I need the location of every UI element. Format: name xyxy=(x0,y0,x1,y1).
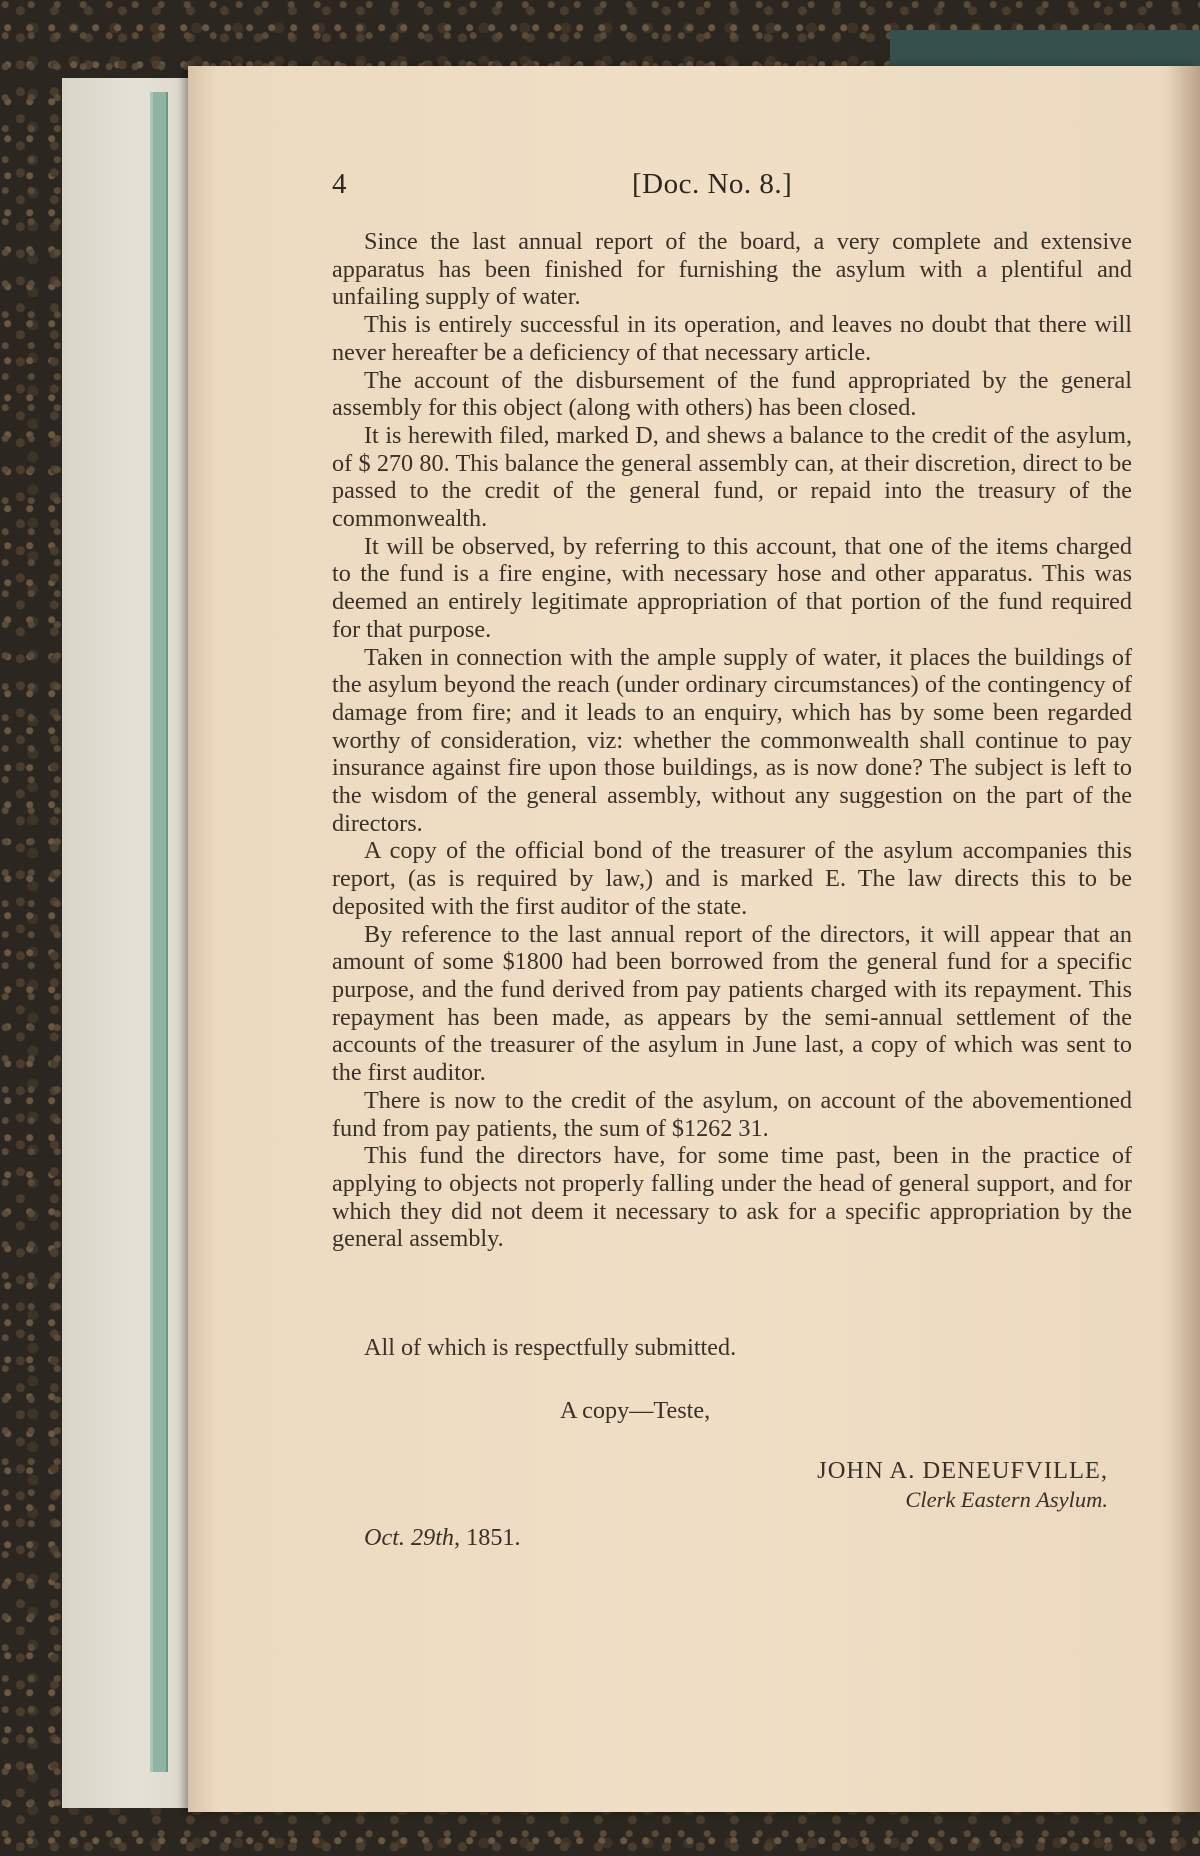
paragraph: There is now to the credit of the asylum, on account of the abovementioned fund from pay patients, the sum of $1262 31. xyxy=(332,1086,1132,1142)
signature-block xyxy=(700,1457,1108,1513)
signatory-name: JOHN A. DENEUFVILLE, xyxy=(817,1457,1108,1484)
paragraph: Since the last annual report of the board, a very complete and extensive apparatus has been finished for furnishing the asylum with a plentiful and unfailing supply of water. xyxy=(332,228,1132,311)
signatory-title: Clerk Eastern Asylum. xyxy=(905,1487,1108,1512)
closing-line: All of which is respectfully submitted. xyxy=(364,1334,737,1361)
date-month-day: Oct. 29th, xyxy=(364,1524,461,1551)
attest-line: A copy—Teste, xyxy=(560,1397,711,1424)
paragraph: This is entirely successful in its operation, and leaves no doubt that there will never hereafter be a deficiency of that necessary article. xyxy=(332,311,1132,366)
paragraph: A copy of the official bond of the treasurer of the asylum accompanies this report, (as is required by law,) and is marked E. The law directs this to be deposited with the first auditor of the state. xyxy=(332,837,1132,920)
flyleaf-pages xyxy=(62,78,202,1808)
report-date xyxy=(364,1524,521,1552)
doc-label: [Doc. No. 8.] xyxy=(632,168,793,200)
paragraph: It is herewith filed, marked D, and shews a balance to the credit of the asylum, of $ 270 80. This balance the general assembly can, at their discretion, direct to be passed to the credit of the general fund, or repaid into the treasury of the commonwealth. xyxy=(332,421,1132,533)
page-number: 4 xyxy=(332,168,347,200)
page-header xyxy=(332,168,850,208)
green-page-edge xyxy=(150,92,168,1772)
paragraph: Taken in connection with the ample supply of water, it places the buildings of the asylum beyond the reach (under ordinary circumstances) of the contingency of damage from fire; and it leads to an enquiry, which has by some been regarded worthy of consideration, viz: whether the commonwealth shall continue to pay insurance against fire upon those buildings, as is now done? The subject is left to the wisdom of the general assembly, without any suggestion on the part of the directors. xyxy=(332,643,1132,837)
page-shadow-edge xyxy=(1168,66,1200,1812)
paragraph: The account of the disbursement of the fund appropriated by the general assembly for this object (along with others) has been closed. xyxy=(332,366,1132,422)
paragraph: This fund the directors have, for some time past, been in the practice of applying to objects not properly falling under the head of general support, and for which they did not deem it necessary to ask for a specific appropriation by the general assembly. xyxy=(332,1142,1132,1253)
paragraph: By reference to the last annual report of the directors, it will appear that an amount of some $1800 had been borrowed from the general fund for a specific purpose, and the fund derived from pay patients charged with its repayment. This repayment has been made, as appears by the semi-annual settlement of the accounts of the treasurer of the asylum in June last, a copy of which was sent to the first auditor. xyxy=(332,920,1132,1087)
report-body xyxy=(332,228,1132,1253)
paragraph: It will be observed, by referring to this account, that one of the items charged to the fund is a fire engine, with necessary hose and other apparatus. This was deemed an entirely legitimate appropriation of that portion of the fund required for that purpose. xyxy=(332,532,1132,643)
date-year: 1851. xyxy=(466,1524,521,1551)
